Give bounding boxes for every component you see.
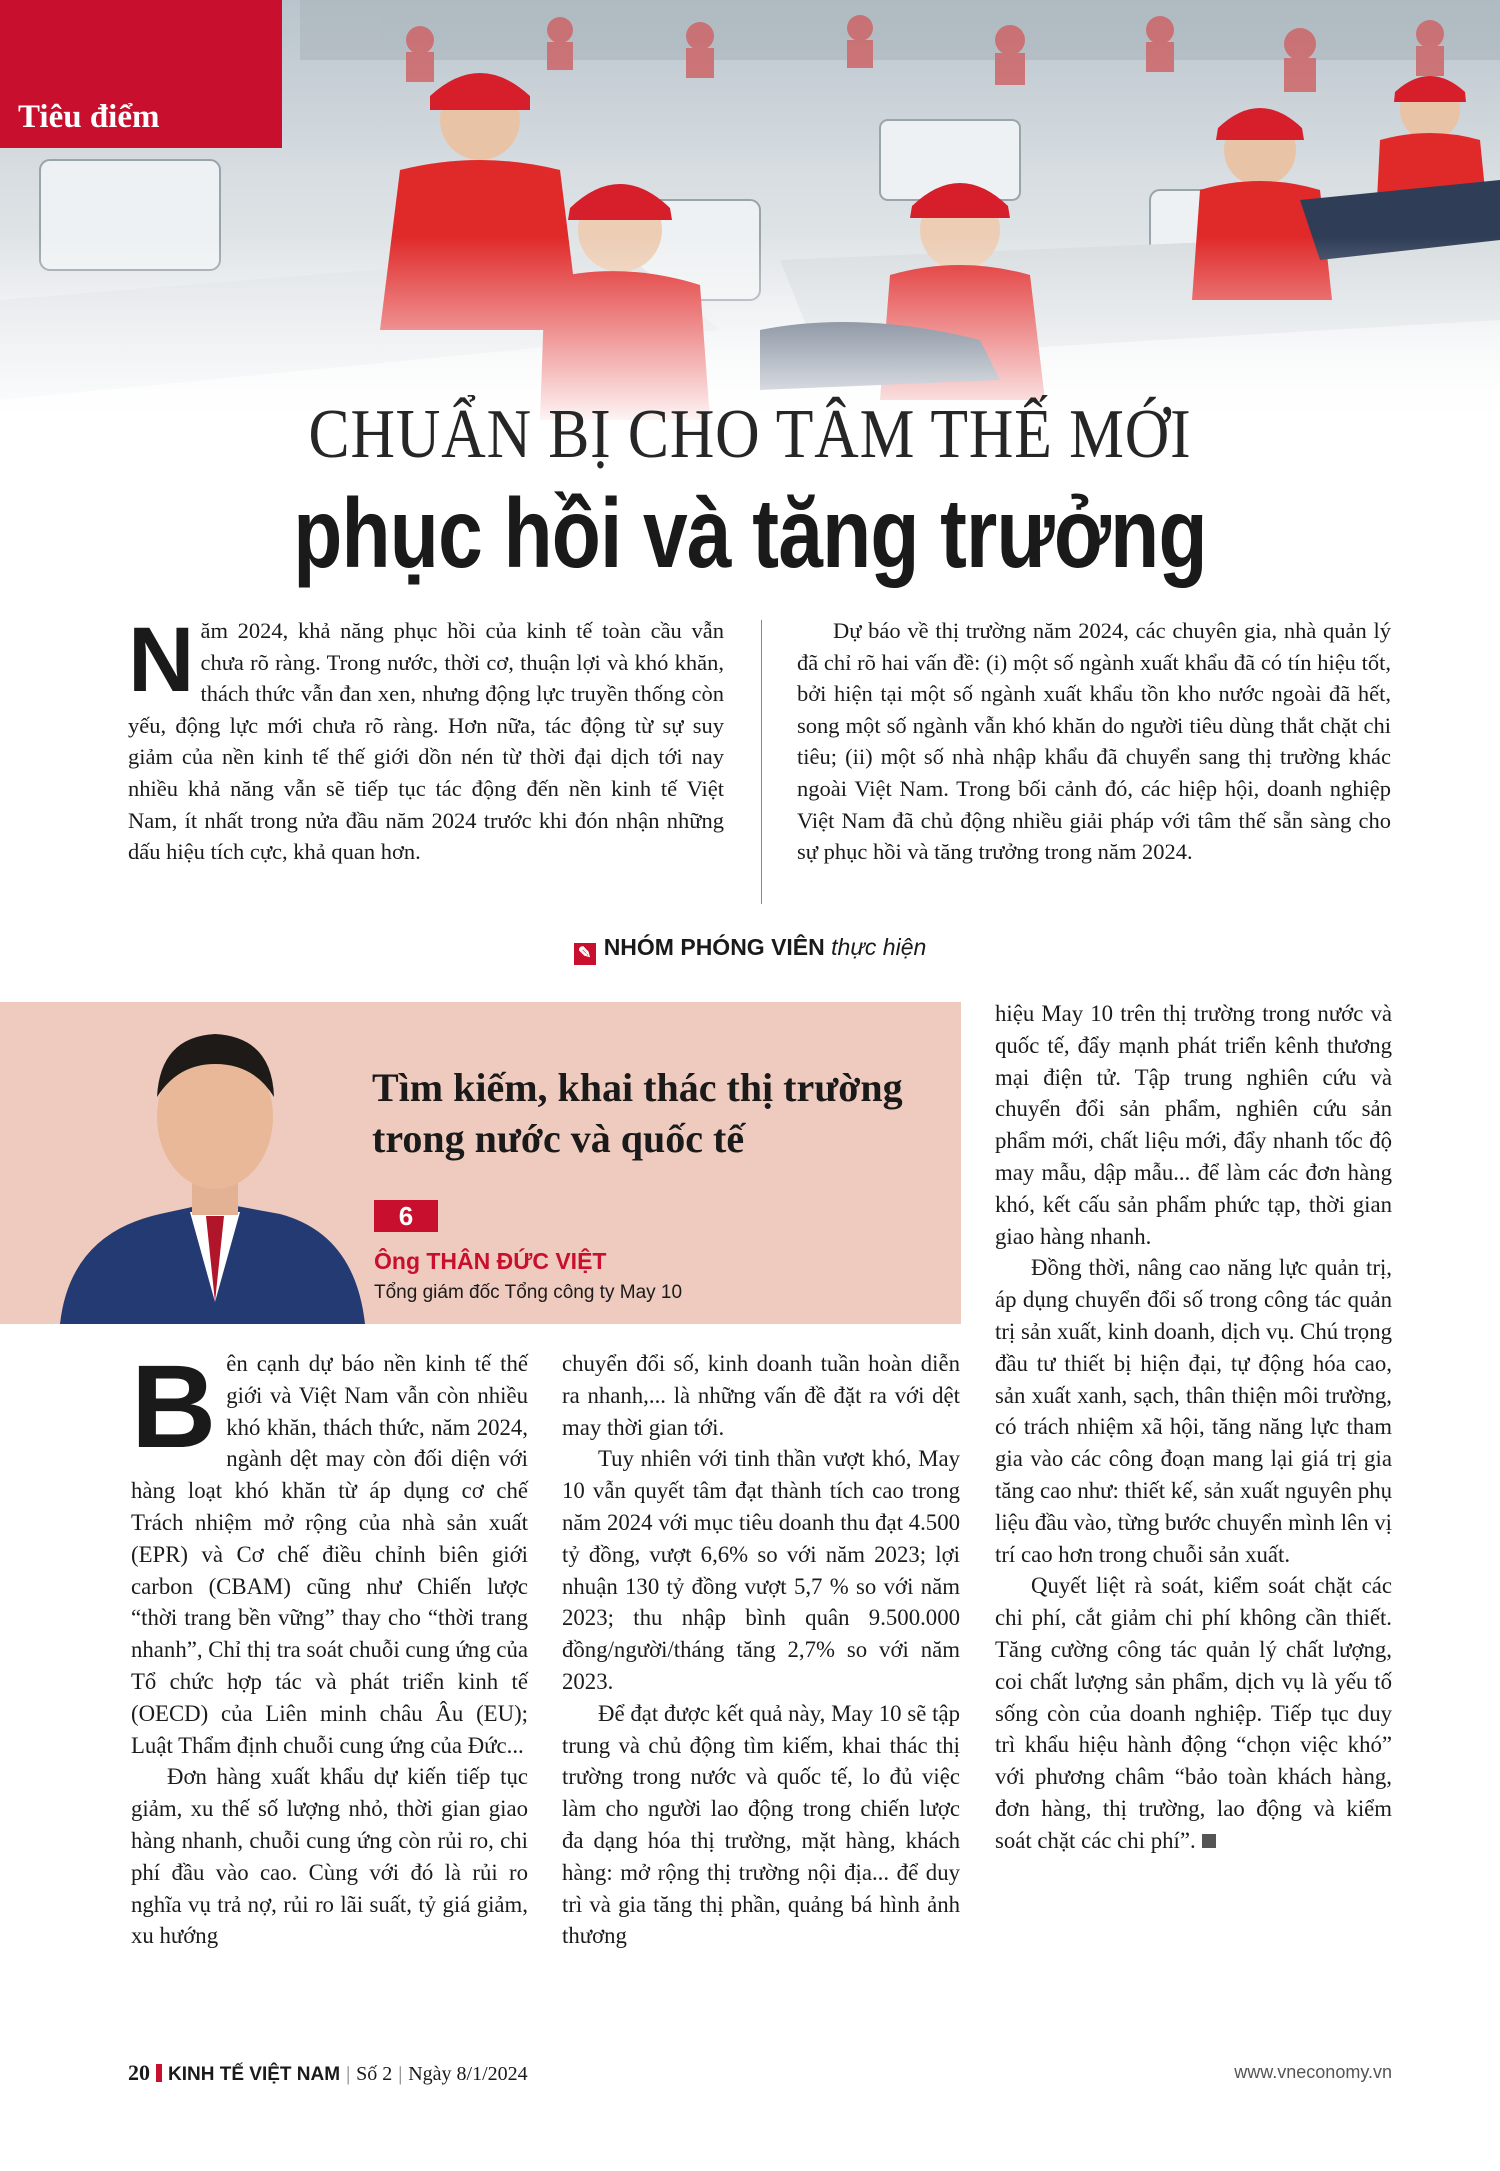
article-title-line2: phục hồi và tăng trưởng [293, 478, 1207, 588]
byline [0, 934, 1500, 965]
speaker-title: Tổng giám đốc Tổng công ty May 10 [374, 1282, 683, 1303]
col3-paragraph-3 [995, 1570, 1392, 1856]
end-of-article-icon [1202, 1834, 1216, 1848]
footer-red-bar [156, 2064, 162, 2082]
article-title-line1: CHUẨN BỊ CHO TÂM THẾ MỚI [308, 396, 1192, 473]
website-url: www.vneconomy.vn [1234, 2062, 1392, 2082]
body-column-3 [995, 998, 1392, 1857]
body-column-1 [131, 1341, 528, 1952]
lead-divider [761, 620, 762, 904]
body-dropcap: B [131, 1341, 217, 1473]
byline-author: NHÓM PHÓNG VIÊN [603, 934, 825, 960]
col2-paragraph-3: Để đạt được kết quả này, May 10 sẽ tập trung và chủ động tìm kiếm, khai thác thị trường trong nước và quốc tế, lo đủ việc làm cho người lao động trong chiến lược đa dạng hóa thị trường, mặt hàng, khách hàng: mở rộng thị trường nội địa... để duy trì và gia tăng thị phần, quảng bá hình ảnh thương [562, 1700, 960, 1949]
col3-paragraph-2: Đồng thời, nâng cao năng lực quản trị, áp dụng chuyển đổi số trong công tác quản trị sản xuất, kinh doanh, dịch vụ. Chú trọng đầu tư thiết bị hiện đại, tự động hóa cao, sản xuất xanh, sạch, thân thiện môi trường, có trách nhiệm xã hội, tăng năng lực tham gia vào các công đoạn mang lại giá trị gia tăng cao như: thiết kế, sản xuất nguyên phụ liệu đầu vào, từng bước chuyển mình lên vị trí cao hơn trong chuỗi sản xuất. [995, 1255, 1392, 1567]
col2-paragraph-1: chuyển đổi số, kinh doanh tuần hoàn diễn ra nhanh,... là những vấn đề đặt ra với dệt may thời gian tới. [562, 1351, 960, 1440]
footer-left: 20 KINH TẾ VIỆT NAM | Số 2 | Ngày 8/1/2024 [128, 2060, 528, 2085]
body-column-2 [562, 1348, 960, 1952]
hero-photo [0, 0, 1500, 430]
pen-icon: ✎ [574, 943, 596, 965]
col2-paragraph-2: Tuy nhiên với tinh thần vượt khó, May 10 vẫn quyết tâm đạt thành tích cao trong năm 2024 với mục tiêu doanh thu đạt 4.500 tỷ đồng, vượt 6,6% so với năm 2023; lợi nhuận 130 tỷ đồng vượt 5,7 % so với năm 2023; thu nhập bình quân 9.500.000 đồng/người/tháng tăng 2,7% so với năm 2023. [562, 1446, 960, 1694]
col1-paragraph-2: Đơn hàng xuất khẩu dự kiến tiếp tục giảm, xu thế số lượng nhỏ, thời gian giao hàng nhanh, chuỗi cung ứng còn rủi ro, chi phí đầu vào cao. Cùng với đó là rủi ro nghĩa vụ trả nợ, rủi ro lãi suất, tỷ giá giảm, xu hướng [131, 1764, 528, 1949]
lead-right-column [797, 615, 1391, 868]
lead-left-text: ăm 2024, khả năng phục hồi của kinh tế toàn cầu vẫn chưa rõ ràng. Trong nước, thời cơ, thuận lợi và khó khăn, thách thức vẫn đan xen, nhưng động lực truyền thống còn yếu, động lực mới chưa rõ ràng. Hơn nữa, tác động từ sự suy giảm của nền kinh tế thế giới dồn nén từ thời đại dịch tới nay nhiều khả năng vẫn sẽ tiếp tục tác động đến nền kinh tế Việt Nam, ít nhất trong nửa đầu năm 2024 trước khi đón nhận những dấu hiệu tích cực, khả quan hơn. [128, 618, 724, 865]
section-tag-label: Tiêu điểm [18, 99, 160, 135]
lead-dropcap: N [128, 609, 195, 711]
interview-badge: 6 [374, 1200, 438, 1232]
col1-paragraph-1 [131, 1341, 528, 1761]
section-tag [0, 0, 282, 148]
col3-p3-text: Quyết liệt rà soát, kiểm soát chặt các chi phí, cắt giảm chi phí không cần thiết. Tăng cường công tác quản lý chất lượng, coi chất lượng sản phẩm, dịch vụ là yếu tố sống còn của doanh nghiệp. Tiếp tục duy trì khẩu hiệu hành động “chọn việc khó” với phương châm “bảo toàn khách hàng, đơn hàng, thị trường, lao động và kiểm soát chặt các chi phí”. [995, 1573, 1392, 1853]
col1-p1-text: ên cạnh dự báo nền kinh tế thế giới và Việt Nam vẫn còn nhiều khó khăn, thách thức, năm 2024, ngành dệt may còn đối diện với hàng loạt khó khăn từ áp dụng cơ chế Trách nhiệm mở rộng của nhà sản xuất (EPR) và Cơ chế điều chỉnh biên giới carbon (CBAM) cũng như Chiến lược “thời trang bền vững” thay cho “thời trang nhanh”, Chỉ thị tra soát chuỗi cung ứng của Tổ chức hợp tác và phát triển kinh tế (OECD) của Liên minh châu Âu (EU); Luật Thẩm định chuỗi cung ứng của Đức... [131, 1351, 528, 1758]
col3-paragraph-1: hiệu May 10 trên thị trường trong nước và quốc tế, đẩy mạnh phát triển kênh thương mại điện tử. Tập trung nghiên cứu và chuyển đổi sản phẩm, nghiên cứu sản phẩm mới, chất liệu mới, đẩy nhanh tốc độ may mẫu, dập mẫu... để làm các đơn hàng khó, kết cấu sản phẩm phức tạp, thời gian giao hàng nhanh. [995, 1001, 1392, 1249]
issue-date: Ngày 8/1/2024 [408, 2063, 528, 2085]
page-number: 20 [128, 2060, 150, 2085]
lead-left-column [128, 609, 724, 868]
interview-headline: Tìm kiếm, khai thác thị trường trong nước và quốc tế [372, 1065, 903, 1161]
speaker-name: Ông THÂN ĐỨC VIỆT [374, 1248, 607, 1274]
lead-right-text: Dự báo về thị trường năm 2024, các chuyên gia, nhà quản lý đã chỉ rõ hai vấn đề: (i) một số ngành xuất khẩu đã có tín hiệu tốt, bởi hiện tại một số ngành xuất khẩu tồn kho nước ngoài đã hết, song một số ngành vẫn khó khăn do người tiêu dùng thắt chặt chi tiêu; (ii) một số nhà nhập khẩu đã chuyển sang thị trường khác ngoài Việt Nam. Trong bối cảnh đó, các hiệp hội, doanh nghiệp Việt Nam đã chủ động nhiều giải pháp với tâm thế sẵn sàng cho sự phục hồi và tăng trưởng trong năm 2024. [797, 618, 1391, 865]
magazine-name: KINH TẾ VIỆT NAM [168, 2064, 341, 2085]
speaker-portrait [40, 1002, 380, 1324]
issue-number: Số 2 [356, 2063, 393, 2085]
byline-suffix: thực hiện [831, 934, 927, 960]
